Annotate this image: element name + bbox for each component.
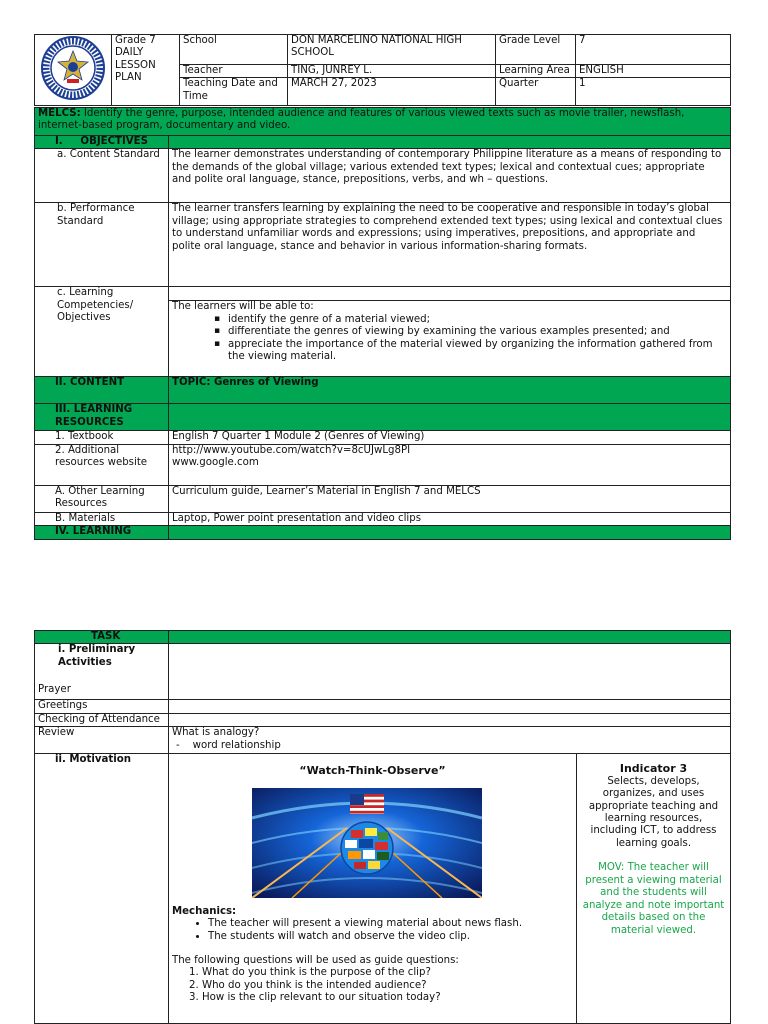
content-standard-label: a. Content Standard — [35, 149, 169, 203]
school-label: School — [180, 35, 288, 65]
additional-resources-label: 2. Additional resources website — [35, 444, 169, 485]
motivation-heading: ii. Motivation — [35, 754, 169, 1024]
mechanics-label: Mechanics: — [172, 905, 237, 917]
procedure-table — [34, 630, 731, 1024]
guide-question: 2. Who do you think is the intended audience? — [202, 980, 573, 992]
news-flash-image — [252, 788, 482, 898]
review-cell — [169, 727, 731, 754]
review-question: What is analogy? — [172, 727, 260, 739]
school-value: DON MARCELINO NATIONAL HIGH SCHOOL — [288, 35, 496, 65]
quarter-value: 1 — [576, 78, 731, 106]
content-standard-text: The learner demonstrates understanding of contemporary Philippine literature as a means of responding to the demands of the global village; various extended text types; lexical and contextual cues; appropriate and polite oral language, stance, prepositions, verbs, and wh – questions. — [169, 149, 731, 203]
attendance-label: Checking of Attendance — [35, 713, 169, 726]
quarter-label: Quarter — [496, 78, 576, 106]
competency-item: ▪ differentiate the genres of viewing by examining the various examples presented; and — [228, 326, 727, 338]
mechanics-item: • The teacher will present a viewing material about news flash. — [208, 918, 573, 930]
learning-resources-heading: III. LEARNING RESOURCES — [35, 404, 169, 431]
competencies-cell — [169, 301, 731, 377]
grade-level-label: Grade Level — [496, 35, 576, 65]
preliminary-cell — [35, 644, 169, 700]
guide-question: 3. How is the clip relevant to our situation today? — [202, 992, 573, 1004]
other-resources-value: Curriculum guide, Learner’s Material in English 7 and MELCS — [169, 485, 731, 512]
learning-heading-fill — [169, 526, 731, 539]
guide-intro: The following questions will be used as guide questions: — [172, 955, 459, 967]
competencies-list — [172, 314, 727, 364]
preliminary-heading: i. Preliminary Activities — [58, 644, 136, 668]
attendance-fill — [169, 713, 731, 726]
teacher-label: Teacher — [180, 65, 288, 78]
objectives-heading-fill — [169, 136, 731, 149]
preliminary-fill — [169, 644, 731, 700]
greetings-fill — [169, 700, 731, 713]
greetings-label: Greetings — [35, 700, 169, 713]
deped-seal — [35, 35, 112, 106]
textbook-label: 1. Textbook — [35, 431, 169, 444]
indicator-title: Indicator 3 — [619, 762, 688, 776]
learning-area-value: ENGLISH — [576, 65, 731, 78]
prayer-label: Prayer — [38, 684, 71, 696]
deped-seal-icon — [40, 35, 106, 101]
indicator-text: Selects, develops, organizes, and uses appropriate teaching and learning resources, including ICT, to address learning goals. — [588, 775, 719, 849]
competencies-spacer — [169, 287, 731, 301]
mechanics-list — [172, 918, 573, 943]
youtube-link[interactable]: http://www.youtube.com/watch?v=8cUJwLg8PI — [172, 444, 411, 456]
mechanics-item: • The students will watch and observe the video clip. — [208, 931, 573, 943]
task-heading: TASK — [35, 631, 169, 644]
content-topic: TOPIC: Genres of Viewing — [169, 377, 731, 404]
materials-value: Laptop, Power point presentation and video clips — [169, 512, 731, 525]
teacher-value: TING, JUNREY L. — [288, 65, 496, 78]
additional-resources-value — [169, 444, 731, 485]
task-heading-fill — [169, 631, 731, 644]
competency-item: ▪ identify the genre of a material viewed; — [228, 314, 727, 326]
other-resources-label: A. Other Learning Resources — [35, 485, 169, 512]
guide-question: 1. What do you think is the purpose of the clip? — [202, 967, 573, 979]
teaching-date-value: MARCH 27, 2023 — [288, 78, 496, 106]
activity-title: “Watch-Think-Observe” — [299, 764, 446, 778]
globe-flags-icon — [252, 788, 482, 898]
melcs-text: Identify the genre, purpose, intended audience and features of various viewed texts such as movie trailer, newsflash, internet-based program, documentary and video. — [38, 108, 685, 132]
performance-standard-label: b. Performance Standard — [35, 203, 169, 287]
objectives-heading: I. OBJECTIVES — [35, 136, 169, 149]
mov-text: MOV: The teacher will present a viewing material and the students will analyze and note important details based on the material viewed. — [582, 862, 725, 936]
guide-questions-list — [172, 967, 573, 1004]
review-answer: word relationship — [192, 739, 281, 751]
lesson-plan-body-table — [34, 107, 731, 540]
materials-label: B. Materials — [35, 512, 169, 525]
learning-area-label: Learning Area — [496, 65, 576, 78]
grade-daily-lesson-plan: Grade 7 DAILY LESSON PLAN — [112, 35, 180, 106]
competencies-intro: The learners will be able to: — [172, 301, 314, 313]
learning-heading: IV. LEARNING — [35, 526, 169, 539]
performance-standard-text: The learner transfers learning by explaining the need to be cooperative and responsible in today’s global village; using appropriate strategies to comprehend extended text types; using lexical and contextual clues to understand unfamiliar words and expressions; using imperatives, prepositions, and appropriate and polite oral language, stance and behavior in various information-sharing formats. — [169, 203, 731, 287]
indicator-cell — [577, 754, 731, 1024]
melcs-row — [35, 108, 731, 136]
textbook-value: English 7 Quarter 1 Module 2 (Genres of Viewing) — [169, 431, 731, 444]
motivation-cell — [169, 754, 577, 1024]
grade-level-value: 7 — [576, 35, 731, 65]
competencies-label: c. Learning Competencies/ Objectives — [35, 287, 169, 377]
review-label: Review — [35, 727, 169, 754]
google-link[interactable]: www.google.com — [172, 457, 259, 469]
melcs-label: MELCS: — [38, 108, 81, 119]
teaching-date-label: Teaching Date and Time — [180, 78, 288, 106]
dash-icon: - — [176, 739, 193, 751]
content-heading: II. CONTENT — [35, 377, 169, 404]
learning-resources-fill — [169, 404, 731, 431]
lesson-plan-header-table — [34, 34, 731, 106]
competency-item: ▪ appreciate the importance of the material viewed by organizing the information gathered from the viewing material. — [228, 339, 727, 364]
